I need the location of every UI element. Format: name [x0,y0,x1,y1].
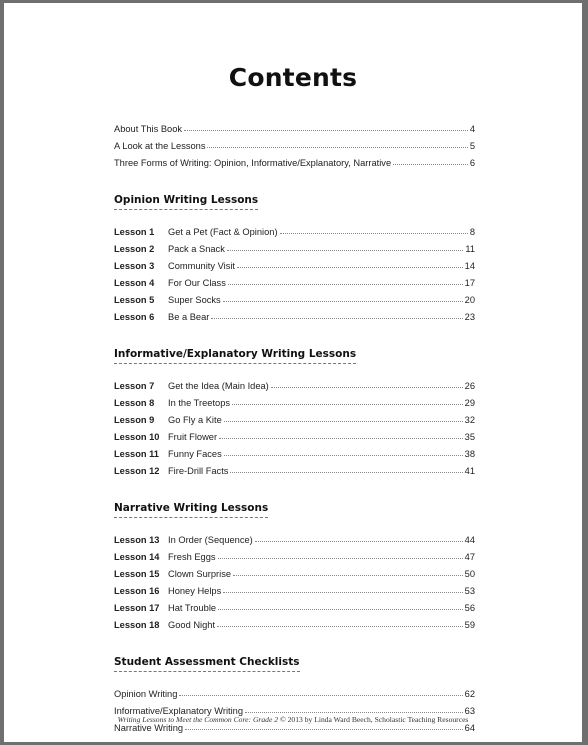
lesson-number: Lesson 11 [114,449,159,459]
entry-label: A Look at the Lessons [114,141,206,151]
section-heading: Narrative Writing Lessons [114,502,268,518]
entry-label: Hat Trouble [168,603,217,613]
toc-entry[interactable] [114,442,475,459]
entry-page: 23 [464,312,475,322]
toc-entry[interactable] [114,425,475,442]
entry-page: 53 [464,586,475,596]
entry-page: 47 [464,552,475,562]
lesson-number: Lesson 18 [114,620,160,630]
dot-leader [219,438,463,439]
lesson-number: Lesson 1 [114,227,155,237]
lesson-number: Lesson 15 [114,569,160,579]
section-heading: Informative/Explanatory Writing Lessons [114,348,356,364]
toc-entry[interactable] [114,528,475,545]
toc-entry[interactable] [114,151,475,168]
lesson-number: Lesson 7 [114,381,155,391]
entry-page: 62 [464,689,475,699]
lesson-number: Lesson 4 [114,278,155,288]
toc-entry[interactable] [114,134,475,151]
toc-entry[interactable] [114,459,475,476]
entry-page: 17 [464,278,475,288]
entry-label: Fruit Flower [168,432,218,442]
lesson-number: Lesson 2 [114,244,155,254]
entry-label: Get a Pet (Fact & Opinion) [168,227,278,237]
entry-label: Funny Faces [168,449,222,459]
dot-leader [230,472,462,473]
entry-page: 11 [465,244,475,254]
entry-label: Super Socks [168,295,221,305]
dot-leader [224,455,463,456]
entry-page: 35 [464,432,475,442]
dot-leader [223,592,462,593]
dot-leader [228,284,463,285]
entry-page: 20 [464,295,475,305]
lesson-number: Lesson 12 [114,466,160,476]
lesson-number: Lesson 9 [114,415,155,425]
toc-entry[interactable] [114,271,475,288]
entry-page: 59 [464,620,475,630]
entry-label: For Our Class [168,278,226,288]
table-of-contents [114,117,475,733]
entry-page: 64 [464,723,475,733]
toc-entry[interactable] [114,408,475,425]
front-matter-list [114,117,475,168]
entry-label: Opinion Writing [114,689,178,699]
toc-entry[interactable] [114,305,475,322]
entry-label: Be a Bear [168,312,210,322]
entry-label: Go Fly a Kite [168,415,222,425]
entry-page: 41 [464,466,475,476]
dot-leader [224,421,463,422]
dot-leader [207,147,467,148]
lesson-number: Lesson 13 [114,535,160,545]
entry-page: 4 [469,124,475,134]
toc-entry[interactable] [114,596,475,613]
lesson-number: Lesson 17 [114,603,160,613]
toc-entry[interactable] [114,682,475,699]
toc-entry[interactable] [114,254,475,271]
lesson-number: Lesson 10 [114,432,160,442]
section-informative [114,344,475,476]
dot-leader [255,541,463,542]
toc-entry[interactable] [114,613,475,630]
lesson-number: Lesson 5 [114,295,155,305]
entry-page: 26 [464,381,475,391]
lesson-number: Lesson 14 [114,552,160,562]
dot-leader [185,729,463,730]
footer-copyright: © 2013 by Linda Ward Beech, Scholastic Teaching Resources [278,715,469,724]
dot-leader [218,609,463,610]
entry-label: In the Treetops [168,398,231,408]
dot-leader [393,164,468,165]
dot-leader [245,712,463,713]
dot-leader [232,404,463,405]
entry-label: Three Forms of Writing: Opinion, Informative/Explanatory, Narrative [114,158,392,168]
entry-label: Pack a Snack [168,244,225,254]
section-opinion [114,190,475,322]
entry-label: Good Night [168,620,216,630]
entry-page: 63 [464,706,475,716]
dot-leader [179,695,462,696]
entry-label: Clown Surprise [168,569,232,579]
toc-entry[interactable] [114,545,475,562]
dot-leader [217,626,463,627]
lesson-number: Lesson 16 [114,586,160,596]
toc-entry[interactable] [114,579,475,596]
toc-entry[interactable] [114,562,475,579]
toc-entry[interactable] [114,237,475,254]
entry-page: 29 [464,398,475,408]
toc-entry[interactable] [114,288,475,305]
toc-entry[interactable] [114,220,475,237]
entry-page: 5 [469,141,475,151]
footer-book-title: Writing Lessons to Meet the Common Core: Grade 2 [117,715,279,724]
dot-leader [271,387,463,388]
dot-leader [211,318,462,319]
document-page [4,3,582,742]
entry-page: 6 [469,158,475,168]
lesson-number: Lesson 6 [114,312,155,322]
entry-label: Fire-Drill Facts [168,466,229,476]
entry-page: 14 [464,261,475,271]
entry-page: 56 [464,603,475,613]
entry-label: Get the Idea (Main Idea) [168,381,269,391]
section-heading: Student Assessment Checklists [114,656,300,672]
entry-label: Fresh Eggs [168,552,216,562]
entry-label: Informative/Explanatory Writing [114,706,244,716]
dot-leader [233,575,463,576]
section-heading: Opinion Writing Lessons [114,194,258,210]
dot-leader [280,233,468,234]
entry-label: Community Visit [168,261,235,271]
entry-label: About This Book [114,124,183,134]
section-narrative [114,498,475,630]
entry-label: Honey Helps [168,586,222,596]
entry-page: 44 [464,535,475,545]
entry-page: 38 [464,449,475,459]
entry-page: 50 [464,569,475,579]
entry-label: Narrative Writing [114,723,184,733]
entry-page: 8 [469,227,475,237]
dot-leader [227,250,464,251]
toc-entry[interactable] [114,374,475,391]
toc-entry[interactable] [114,391,475,408]
entry-page: 32 [464,415,475,425]
lesson-number: Lesson 3 [114,261,155,271]
dot-leader [218,558,463,559]
lesson-number: Lesson 8 [114,398,155,408]
toc-entry[interactable] [114,699,475,716]
toc-entry[interactable] [114,117,475,134]
entry-label: In Order (Sequence) [168,535,253,545]
dot-leader [237,267,463,268]
dot-leader [223,301,463,302]
dot-leader [184,130,468,131]
page-footer [4,715,582,724]
page-title: Contents [228,63,358,92]
